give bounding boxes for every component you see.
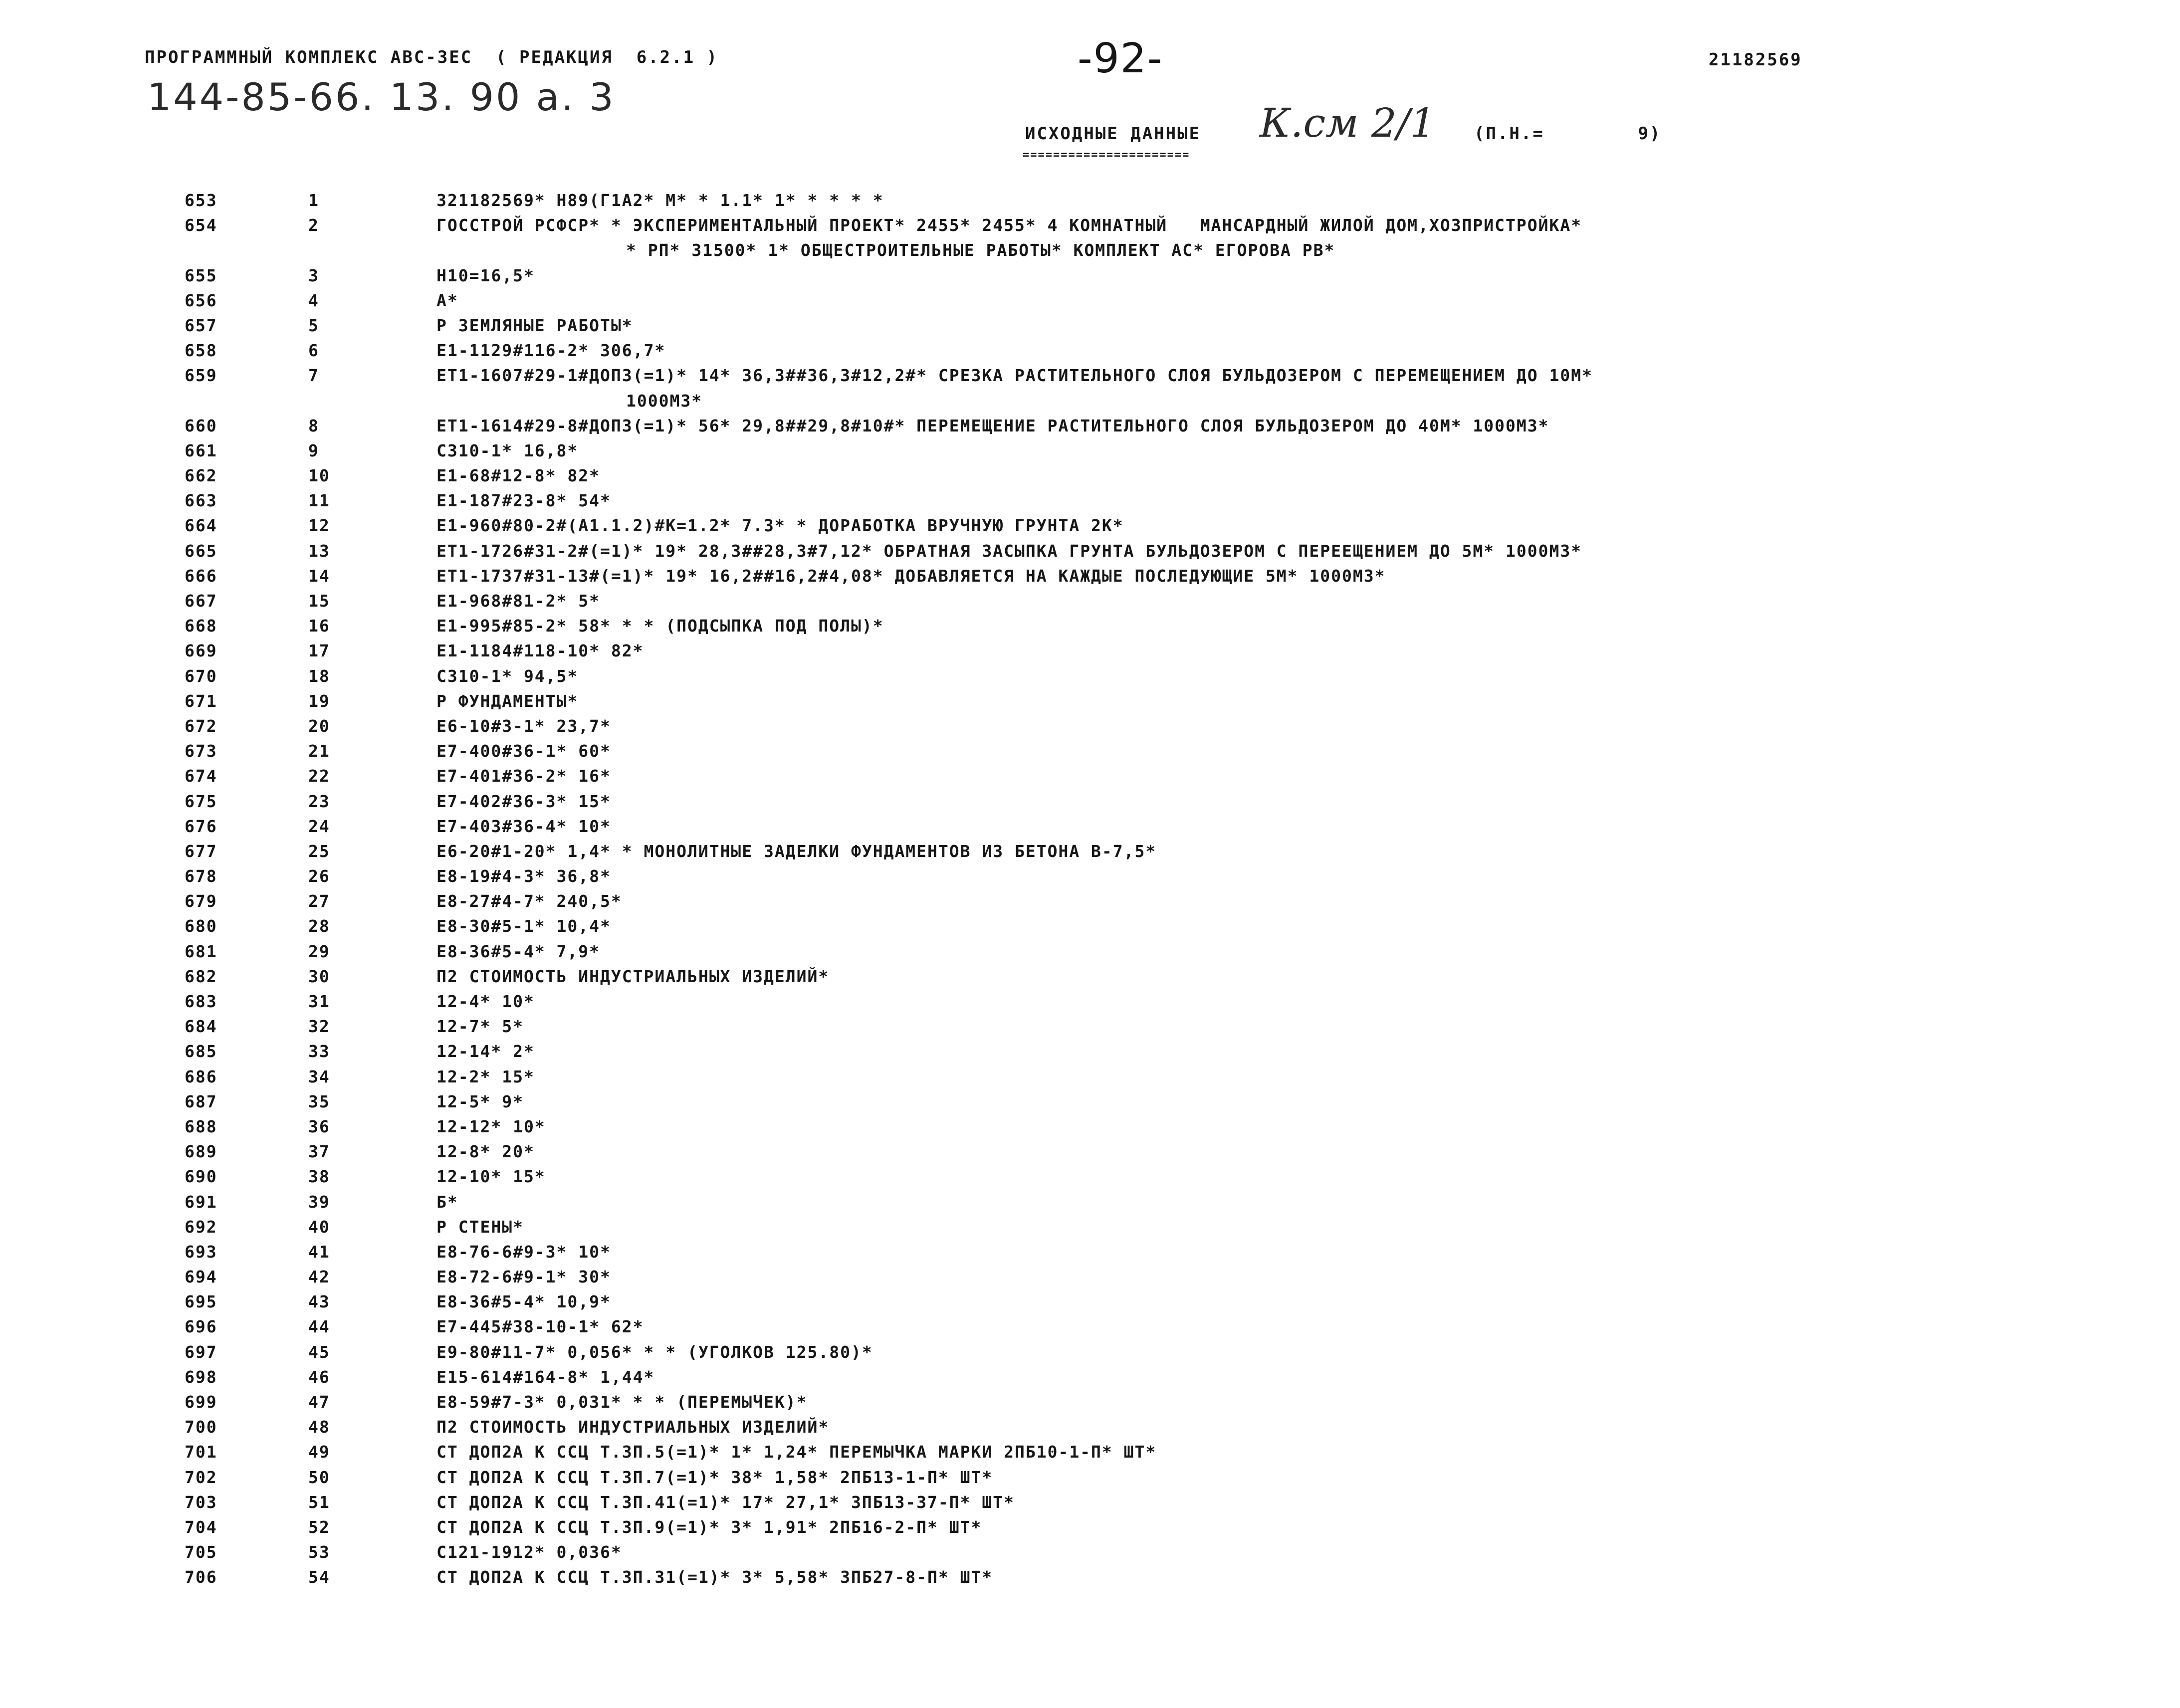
record-text: Е6-20#1-20* 1,4* * МОНОЛИТНЫЕ ЗАДЕЛКИ ФУНДАМЕНТОВ ИЗ БЕТОНА В-7,5* (436, 841, 1157, 861)
record-text: Р ФУНДАМЕНТЫ* (436, 691, 579, 711)
record-text: Е1-1129#116-2* 306,7* (436, 341, 666, 361)
listing-row (0, 1517, 2180, 1542)
record-text: Е8-19#4-3* 36,8* (436, 866, 611, 886)
line-sequence-number: 665 (185, 541, 218, 561)
listing-row (0, 316, 2180, 341)
item-number: 2 (308, 215, 319, 235)
line-sequence-number: 686 (185, 1067, 218, 1086)
listing-continuation-row (0, 240, 2180, 265)
item-number: 32 (308, 1017, 330, 1037)
record-text: Р ЗЕМЛЯНЫЕ РАБОТЫ* (436, 315, 633, 335)
listing-row (0, 992, 2180, 1017)
line-sequence-number: 671 (185, 691, 218, 711)
line-sequence-number: 653 (185, 191, 218, 210)
listing-row (0, 366, 2180, 391)
item-number: 53 (308, 1542, 330, 1562)
listing-row (0, 1292, 2180, 1317)
record-text: Е1-960#80-2#(А1.1.2)#К=1.2* 7.3* * ДОРАБОТКА ВРУЧНУЮ ГРУНТА 2К* (436, 516, 1124, 536)
line-sequence-number: 677 (185, 841, 218, 861)
item-number: 22 (308, 766, 330, 786)
record-text: ЕТ1-1737#31-13#(=1)* 19* 16,2##16,2#4,08* ДОБАВЛЯЕТСЯ НА КАЖДЫЕ ПОСЛЕДУЮЩИЕ 5М* 1000М3* (436, 566, 1386, 586)
listing-row (0, 1042, 2180, 1067)
item-number: 12 (308, 516, 330, 536)
record-text: Е7-403#36-4* 10* (436, 816, 611, 836)
item-number: 4 (308, 290, 319, 310)
record-text: Е1-187#23-8* 54* (436, 491, 611, 511)
line-sequence-number: 703 (185, 1492, 218, 1512)
record-text: Е8-27#4-7* 240,5* (436, 891, 622, 911)
item-number: 48 (308, 1417, 330, 1437)
handwritten-note: К.см 2/1 (1260, 100, 1436, 146)
record-text: ГОССТРОЙ РСФСР* * ЭКСПЕРИМЕНТАЛЬНЫЙ ПРОЕКТ* 2455* 2455* 4 КОМНАТНЫЙ МАНСАРДНЫЙ ЖИЛОЙ ДОМ,ХОЗПРИСТРОЙКА* (436, 215, 1582, 235)
item-number: 52 (308, 1517, 330, 1537)
listing-row (0, 441, 2180, 466)
line-sequence-number: 695 (185, 1292, 218, 1312)
listing-row (0, 741, 2180, 766)
record-text: Е1-1184#118-10* 82* (436, 641, 644, 661)
line-sequence-number: 690 (185, 1167, 218, 1187)
line-sequence-number: 673 (185, 741, 218, 761)
listing-row (0, 766, 2180, 791)
line-sequence-number: 679 (185, 891, 218, 911)
listing-row (0, 215, 2180, 240)
item-number: 51 (308, 1492, 330, 1512)
listing-row (0, 1092, 2180, 1117)
listing-row (0, 666, 2180, 691)
record-text: С310-1* 94,5* (436, 666, 579, 686)
record-text: Е7-402#36-3* 15* (436, 791, 611, 811)
data-listing (0, 191, 2180, 1593)
record-text: А* (436, 290, 458, 310)
line-sequence-number: 669 (185, 641, 218, 661)
line-sequence-number: 684 (185, 1017, 218, 1037)
line-sequence-number: 670 (185, 666, 218, 686)
line-sequence-number: 659 (185, 366, 218, 386)
item-number: 45 (308, 1342, 330, 1362)
listing-row (0, 1367, 2180, 1392)
listing-row (0, 967, 2180, 992)
record-text: 1000М3* (626, 391, 703, 411)
line-sequence-number: 688 (185, 1116, 218, 1136)
record-text: Е8-30#5-1* 10,4* (436, 916, 611, 936)
item-number: 29 (308, 941, 330, 961)
item-number: 49 (308, 1442, 330, 1462)
record-text: 12-14* 2* (436, 1042, 535, 1062)
record-text: Е1-995#85-2* 58* * * (ПОДСЫПКА ПОД ПОЛЫ)* (436, 616, 884, 636)
line-sequence-number: 657 (185, 315, 218, 335)
item-number: 8 (308, 416, 319, 435)
line-sequence-number: 682 (185, 966, 218, 986)
item-number: 14 (308, 566, 330, 586)
listing-row (0, 1542, 2180, 1567)
listing-row (0, 792, 2180, 817)
item-number: 46 (308, 1367, 330, 1387)
item-number: 39 (308, 1192, 330, 1212)
line-sequence-number: 663 (185, 491, 218, 511)
item-number: 15 (308, 591, 330, 611)
item-number: 19 (308, 691, 330, 711)
line-sequence-number: 683 (185, 992, 218, 1011)
record-text: Е15-614#164-8* 1,44* (436, 1367, 655, 1387)
listing-row (0, 491, 2180, 516)
listing-row (0, 842, 2180, 866)
line-sequence-number: 662 (185, 466, 218, 486)
listing-row (0, 1442, 2180, 1467)
line-sequence-number: 680 (185, 916, 218, 936)
line-sequence-number: 693 (185, 1242, 218, 1262)
line-sequence-number: 689 (185, 1142, 218, 1162)
listing-row (0, 1267, 2180, 1292)
record-text: Е7-401#36-2* 16* (436, 766, 611, 786)
listing-row (0, 691, 2180, 716)
item-number: 31 (308, 992, 330, 1011)
line-sequence-number: 691 (185, 1192, 218, 1212)
line-sequence-number: 696 (185, 1317, 218, 1337)
line-sequence-number: 672 (185, 716, 218, 736)
listing-row (0, 1217, 2180, 1242)
item-number: 35 (308, 1091, 330, 1111)
record-text: Е8-36#5-4* 7,9* (436, 941, 601, 961)
item-number: 3 (308, 265, 319, 285)
item-number: 41 (308, 1242, 330, 1262)
item-number: 18 (308, 666, 330, 686)
line-sequence-number: 667 (185, 591, 218, 611)
item-number: 20 (308, 716, 330, 736)
listing-row (0, 716, 2180, 741)
listing-row (0, 1493, 2180, 1517)
line-sequence-number: 656 (185, 290, 218, 310)
listing-row (0, 866, 2180, 891)
item-number: 28 (308, 916, 330, 936)
listing-row (0, 1468, 2180, 1493)
record-text: 321182569* Н89(Г1А2* М* * 1.1* 1* * * * * (436, 191, 884, 210)
listing-row (0, 541, 2180, 566)
line-sequence-number: 702 (185, 1467, 218, 1487)
line-sequence-number: 660 (185, 416, 218, 435)
line-sequence-number: 687 (185, 1091, 218, 1111)
line-sequence-number: 676 (185, 816, 218, 836)
line-sequence-number: 704 (185, 1517, 218, 1537)
record-text: Е1-968#81-2* 5* (436, 591, 601, 611)
page-number: -92- (1078, 35, 1163, 82)
item-number: 25 (308, 841, 330, 861)
line-sequence-number: 654 (185, 215, 218, 235)
listing-row (0, 416, 2180, 441)
line-sequence-number: 699 (185, 1392, 218, 1412)
item-number: 43 (308, 1292, 330, 1312)
line-sequence-number: 706 (185, 1567, 218, 1587)
line-sequence-number: 700 (185, 1417, 218, 1437)
listing-row (0, 1342, 2180, 1367)
listing-row (0, 916, 2180, 941)
listing-row (0, 942, 2180, 967)
document-code: 21182569 (1709, 50, 1802, 70)
program-header: ПРОГРАММНЫЙ КОМПЛЕКС АВС-3ЕС ( РЕДАКЦИЯ 6.2.1 ) (145, 47, 719, 67)
record-text: Б* (436, 1192, 458, 1212)
listing-row (0, 1192, 2180, 1217)
listing-row (0, 516, 2180, 541)
line-sequence-number: 681 (185, 941, 218, 961)
listing-row (0, 891, 2180, 916)
item-number: 21 (308, 741, 330, 761)
item-number: 5 (308, 315, 319, 335)
listing-row (0, 591, 2180, 616)
item-number: 23 (308, 791, 330, 811)
item-number: 9 (308, 440, 319, 460)
listing-row (0, 1167, 2180, 1192)
item-number: 10 (308, 466, 330, 486)
record-text: Е9-80#11-7* 0,056* * * (УГОЛКОВ 125.80)* (436, 1342, 873, 1362)
listing-row (0, 1417, 2180, 1442)
line-sequence-number: 668 (185, 616, 218, 636)
item-number: 6 (308, 341, 319, 361)
listing-continuation-row (0, 391, 2180, 416)
record-text: 12-5* 9* (436, 1091, 524, 1111)
line-sequence-number: 685 (185, 1042, 218, 1062)
line-sequence-number: 664 (185, 516, 218, 536)
item-number: 40 (308, 1217, 330, 1237)
item-number: 26 (308, 866, 330, 886)
record-text: ЕТ1-1607#29-1#ДОП3(=1)* 14* 36,3##36,3#12,2#* СРЕЗКА РАСТИТЕЛЬНОГО СЛОЯ БУЛЬДОЗЕРОМ С ПЕРЕМЕЩЕНИЕМ ДО 10М* (436, 366, 1593, 386)
record-text: 12-2* 15* (436, 1067, 535, 1086)
item-number: 16 (308, 616, 330, 636)
item-number: 24 (308, 816, 330, 836)
line-sequence-number: 666 (185, 566, 218, 586)
line-sequence-number: 661 (185, 440, 218, 460)
record-text: С121-1912* 0,036* (436, 1542, 622, 1562)
record-text: Е7-445#38-10-1* 62* (436, 1317, 644, 1337)
record-text: СТ ДОП2А К ССЦ Т.3П.9(=1)* 3* 1,91* 2ПБ16-2-П* ШТ* (436, 1517, 982, 1537)
line-sequence-number: 694 (185, 1267, 218, 1287)
record-text: Н10=16,5* (436, 265, 535, 285)
line-sequence-number: 697 (185, 1342, 218, 1362)
item-number: 42 (308, 1267, 330, 1287)
record-text: Е7-400#36-1* 60* (436, 741, 611, 761)
line-sequence-number: 675 (185, 791, 218, 811)
listing-row (0, 616, 2180, 641)
record-text: С310-1* 16,8* (436, 440, 579, 460)
item-number: 54 (308, 1567, 330, 1587)
record-text: П2 СТОИМОСТЬ ИНДУСТРИАЛЬНЫХ ИЗДЕЛИЙ* (436, 1417, 830, 1437)
line-sequence-number: 692 (185, 1217, 218, 1237)
listing-row (0, 466, 2180, 491)
record-text: 12-10* 15* (436, 1167, 546, 1187)
listing-row (0, 566, 2180, 591)
listing-row (0, 1567, 2180, 1592)
section-params: (П.Н.= 9) (1474, 124, 1662, 144)
listing-row (0, 1117, 2180, 1142)
record-text: Е8-36#5-4* 10,9* (436, 1292, 611, 1312)
record-text: Р СТЕНЫ* (436, 1217, 524, 1237)
record-text: Е8-72-6#9-1* 30* (436, 1267, 611, 1287)
record-text: 12-8* 20* (436, 1142, 535, 1162)
item-number: 7 (308, 366, 319, 386)
listing-row (0, 1392, 2180, 1417)
section-title: ИСХОДНЫЕ ДАННЫЕ (1025, 124, 1201, 144)
record-text: Е1-68#12-8* 82* (436, 466, 601, 486)
item-number: 11 (308, 491, 330, 511)
line-sequence-number: 678 (185, 866, 218, 886)
line-sequence-number: 701 (185, 1442, 218, 1462)
record-text: * РП* 31500* 1* ОБЩЕСТРОИТЕЛЬНЫЕ РАБОТЫ* КОМПЛЕКТ АС* ЕГОРОВА РВ* (626, 240, 1335, 260)
record-text: 12-7* 5* (436, 1017, 524, 1037)
item-number: 47 (308, 1392, 330, 1412)
record-text: 12-12* 10* (436, 1116, 546, 1136)
line-sequence-number: 698 (185, 1367, 218, 1387)
listing-row (0, 266, 2180, 291)
record-text: Е6-10#3-1* 23,7* (436, 716, 611, 736)
record-text: СТ ДОП2А К ССЦ Т.3П.41(=1)* 17* 27,1* 3ПБ13-37-П* ШТ* (436, 1492, 1015, 1512)
item-number: 37 (308, 1142, 330, 1162)
item-number: 13 (308, 541, 330, 561)
record-text: П2 СТОИМОСТЬ ИНДУСТРИАЛЬНЫХ ИЗДЕЛИЙ* (436, 966, 830, 986)
record-text: СТ ДОП2А К ССЦ Т.3П.5(=1)* 1* 1,24* ПЕРЕМЫЧКА МАРКИ 2ПБ10-1-П* ШТ* (436, 1442, 1157, 1462)
listing-row (0, 1242, 2180, 1267)
item-number: 17 (308, 641, 330, 661)
record-text: Е8-76-6#9-3* 10* (436, 1242, 611, 1262)
listing-row (0, 1317, 2180, 1342)
record-text: ЕТ1-1614#29-8#ДОП3(=1)* 56* 29,8##29,8#10#* ПЕРЕМЕЩЕНИЕ РАСТИТЕЛЬНОГО СЛОЯ БУЛЬДОЗЕРОМ ДО 40М* 1000М3* (436, 416, 1549, 435)
listing-row (0, 191, 2180, 215)
record-text: ЕТ1-1726#31-2#(=1)* 19* 28,3##28,3#7,12* ОБРАТНАЯ ЗАСЫПКА ГРУНТА БУЛЬДОЗЕРОМ С ПЕРЕЕЩЕНИЕМ ДО 5М* 1000М3* (436, 541, 1582, 561)
line-sequence-number: 674 (185, 766, 218, 786)
listing-row (0, 641, 2180, 666)
record-text: Е8-59#7-3* 0,031* * * (ПЕРЕМЫЧЕК)* (436, 1392, 808, 1412)
item-number: 44 (308, 1317, 330, 1337)
listing-row (0, 817, 2180, 842)
listing-row (0, 1142, 2180, 1167)
item-number: 33 (308, 1042, 330, 1062)
title-underline: ====================== (1023, 149, 1190, 161)
item-number: 34 (308, 1067, 330, 1086)
item-number: 1 (308, 191, 319, 210)
listing-row (0, 341, 2180, 366)
listing-row (0, 1017, 2180, 1042)
line-sequence-number: 655 (185, 265, 218, 285)
record-text: СТ ДОП2А К ССЦ Т.3П.31(=1)* 3* 5,58* 3ПБ27-8-П* ШТ* (436, 1567, 993, 1587)
listing-row (0, 291, 2180, 316)
item-number: 36 (308, 1116, 330, 1136)
line-sequence-number: 705 (185, 1542, 218, 1562)
line-sequence-number: 658 (185, 341, 218, 361)
record-text: 12-4* 10* (436, 992, 535, 1011)
item-number: 27 (308, 891, 330, 911)
listing-row (0, 1067, 2180, 1092)
handwritten-reference: 144-85-66. 13. 90 a. 3 (147, 75, 616, 119)
item-number: 38 (308, 1167, 330, 1187)
record-text: СТ ДОП2А К ССЦ Т.3П.7(=1)* 38* 1,58* 2ПБ13-1-П* ШТ* (436, 1467, 993, 1487)
item-number: 30 (308, 966, 330, 986)
item-number: 50 (308, 1467, 330, 1487)
